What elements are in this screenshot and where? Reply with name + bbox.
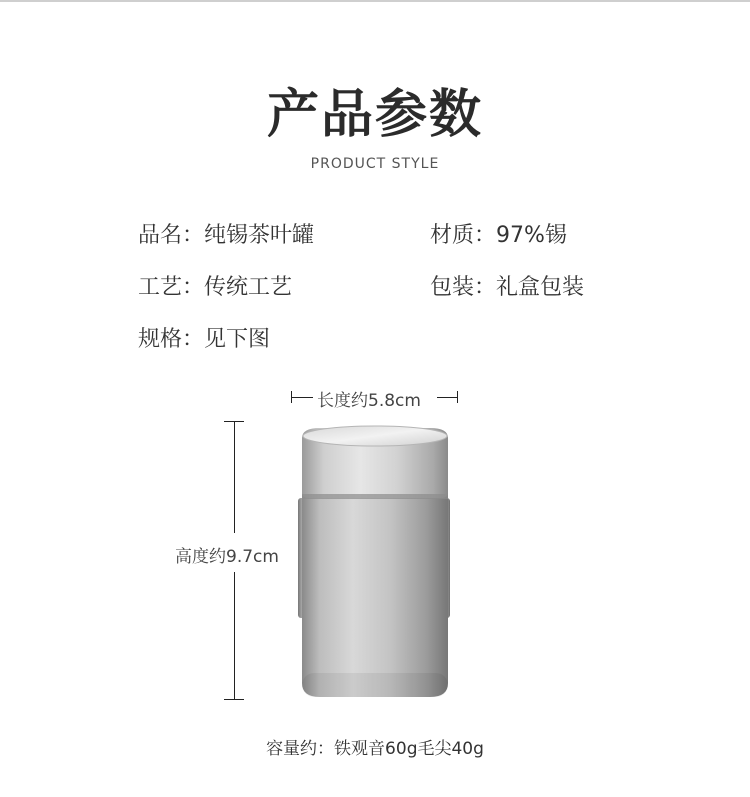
capacity-caption: 容量约：铁观音60g毛尖40g: [266, 739, 484, 759]
width-marker-right-line: [437, 397, 457, 398]
spec-material: 材质：97%锡: [430, 223, 567, 248]
page-title: 产品参数: [266, 85, 483, 145]
top-divider: [0, 0, 750, 2]
tin-canister-image: [290, 418, 460, 708]
height-marker-upper-line: [234, 421, 235, 533]
spec-craft: 工艺：传统工艺: [138, 275, 293, 300]
length-label: 长度约5.8cm: [317, 391, 421, 411]
width-marker-right-tick: [457, 391, 458, 403]
page-subtitle: PRODUCT STYLE: [310, 156, 440, 172]
height-marker-lower-line: [234, 572, 235, 699]
height-marker-bottom-tick: [224, 699, 244, 700]
width-marker-left-line: [291, 397, 313, 398]
spec-name: 品名：纯锡茶叶罐: [138, 223, 315, 248]
spec-package: 包装：礼盒包装: [430, 275, 585, 300]
spec-size: 规格：见下图: [138, 327, 271, 352]
height-label: 高度约9.7cm: [175, 547, 279, 567]
